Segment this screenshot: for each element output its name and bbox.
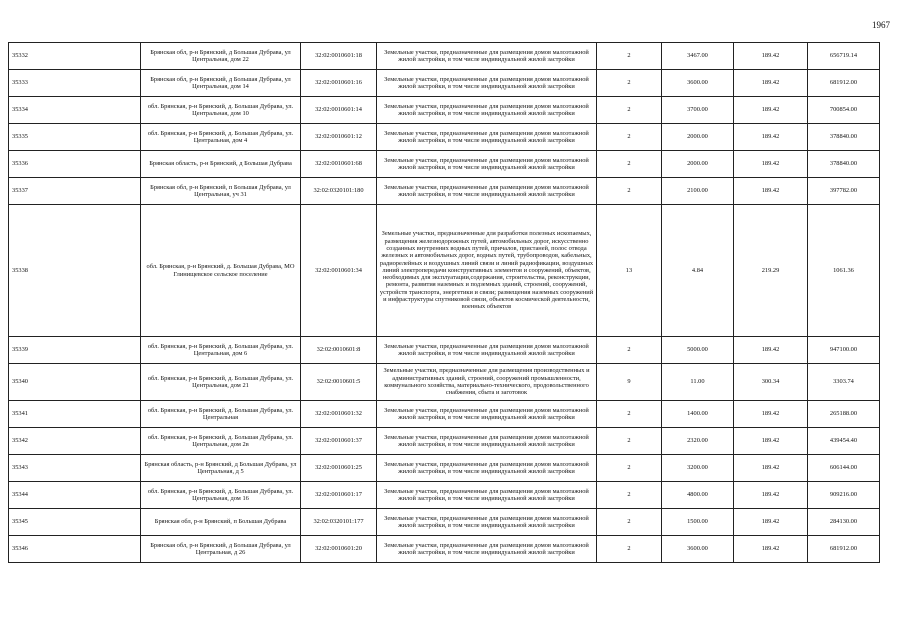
cadastral-value-cell: 606144.00 <box>808 455 880 482</box>
group-cell: 2 <box>597 151 662 178</box>
address-cell: Брянская обл, р-н Брянский, д Большая Дубрава, ул Центральная, дом 14 <box>141 70 301 97</box>
cadastral-value-cell: 265188.00 <box>808 401 880 428</box>
cadastral-number-cell: 32:02:0010601:14 <box>301 97 377 124</box>
land-purpose-cell: Земельные участки, предназначенные для размещения производственных и административных зданий, строений, сооружений промышленности, коммунального хозяйства, материально-технического, продовольственного снабжения, сбыта и заготовок <box>377 364 597 401</box>
group-cell: 2 <box>597 97 662 124</box>
area-cell: 1500.00 <box>662 509 734 536</box>
group-cell: 2 <box>597 536 662 563</box>
cadastral-number-cell: 32:02:0010601:16 <box>301 70 377 97</box>
cadastral-number-cell: 32:02:0010601:32 <box>301 401 377 428</box>
area-cell: 2100.00 <box>662 178 734 205</box>
record-number-cell: 35341 <box>9 401 141 428</box>
land-purpose-cell: Земельные участки, предназначенные для размещения домов малоэтажной жилой застройки, в том числе индивидуальной жилой застройки <box>377 482 597 509</box>
land-purpose-cell: Земельные участки, предназначенные для размещения домов малоэтажной жилой застройки, в том числе индивидуальной жилой застройки <box>377 401 597 428</box>
cadastral-value-cell: 378840.00 <box>808 151 880 178</box>
address-cell: обл. Брянская, р-н Брянский, д. Большая Дубрава, ул. Центральная, дом 16 <box>141 482 301 509</box>
specific-value-cell: 189.42 <box>734 428 808 455</box>
group-cell: 2 <box>597 178 662 205</box>
group-cell: 2 <box>597 337 662 364</box>
land-purpose-cell: Земельные участки, предназначенные для размещения домов малоэтажной жилой застройки, в том числе индивидуальной жилой застройки <box>377 124 597 151</box>
area-cell: 2000.00 <box>662 151 734 178</box>
land-purpose-cell: Земельные участки, предназначенные для размещения домов малоэтажной жилой застройки, в том числе индивидуальной жилой застройки <box>377 337 597 364</box>
table-row <box>9 536 880 563</box>
cadastral-value-cell: 656719.14 <box>808 43 880 70</box>
group-cell: 2 <box>597 509 662 536</box>
table-row <box>9 364 880 401</box>
cadastral-value-cell: 681912.00 <box>808 536 880 563</box>
cadastral-value-cell: 681912.00 <box>808 70 880 97</box>
group-cell: 2 <box>597 428 662 455</box>
address-cell: Брянская область, р-н Брянский, д Большая Дубрава, ул Центральная, д 5 <box>141 455 301 482</box>
table-row <box>9 124 880 151</box>
cadastral-value-cell: 947100.00 <box>808 337 880 364</box>
area-cell: 4.84 <box>662 205 734 337</box>
group-cell: 9 <box>597 364 662 401</box>
address-cell: обл. Брянская, р-н Брянский, д. Большая Дубрава, ул. Центральная, дом 21 <box>141 364 301 401</box>
group-cell: 2 <box>597 43 662 70</box>
area-cell: 1400.00 <box>662 401 734 428</box>
record-number-cell: 35339 <box>9 337 141 364</box>
specific-value-cell: 300.34 <box>734 364 808 401</box>
address-cell: обл. Брянская, р-н Брянский, д. Большая Дубрава, ул. Центральная, дом 4 <box>141 124 301 151</box>
record-number-cell: 35342 <box>9 428 141 455</box>
cadastral-number-cell: 32:02:0010601:37 <box>301 428 377 455</box>
land-purpose-cell: Земельные участки, предназначенные для размещения домов малоэтажной жилой застройки, в том числе индивидуальной жилой застройки <box>377 97 597 124</box>
record-number-cell: 35336 <box>9 151 141 178</box>
table-row <box>9 482 880 509</box>
area-cell: 3467.00 <box>662 43 734 70</box>
area-cell: 3600.00 <box>662 536 734 563</box>
table-row <box>9 428 880 455</box>
area-cell: 4800.00 <box>662 482 734 509</box>
cadastral-number-cell: 32:02:0320101:177 <box>301 509 377 536</box>
cadastral-number-cell: 32:02:0320101:180 <box>301 178 377 205</box>
address-cell: обл. Брянская, р-н Брянский, д. Большая Дубрава, ул. Центральная, дом 6 <box>141 337 301 364</box>
address-cell: Брянская обл, р-н Брянский, п Большая Дубрава <box>141 509 301 536</box>
address-cell: Брянская обл, р-н Брянский, д Большая Дубрава, ул Центральная, дом 22 <box>141 43 301 70</box>
cadastral-number-cell: 32:02:0010601:68 <box>301 151 377 178</box>
table-row <box>9 509 880 536</box>
land-purpose-cell: Земельные участки, предназначенные для размещения домов малоэтажной жилой застройки, в том числе индивидуальной жилой застройки <box>377 536 597 563</box>
land-purpose-cell: Земельные участки, предназначенные для размещения домов малоэтажной жилой застройки, в том числе индивидуальной жилой застройки <box>377 43 597 70</box>
cadastral-value-cell: 3303.74 <box>808 364 880 401</box>
cadastral-value-cell: 909216.00 <box>808 482 880 509</box>
cadastral-number-cell: 32:02:0010601:8 <box>301 337 377 364</box>
table-row <box>9 97 880 124</box>
land-purpose-cell: Земельные участки, предназначенные для размещения домов малоэтажной жилой застройки, в том числе индивидуальной жилой застройки <box>377 428 597 455</box>
address-cell: обл. Брянская, р-н Брянский, д. Большая Дубрава, ул. Центральная, дом 10 <box>141 97 301 124</box>
page-number: 1967 <box>872 20 890 30</box>
address-cell: обл. Брянская, р-н Брянский, д. Большая Дубрава, ул. Центральная <box>141 401 301 428</box>
specific-value-cell: 189.42 <box>734 70 808 97</box>
address-cell: Брянская область, р-н Брянский, д Большая Дубрава <box>141 151 301 178</box>
group-cell: 2 <box>597 401 662 428</box>
land-purpose-cell: Земельные участки, предназначенные для размещения домов малоэтажной жилой застройки, в том числе индивидуальной жилой застройки <box>377 178 597 205</box>
specific-value-cell: 189.42 <box>734 482 808 509</box>
record-number-cell: 35343 <box>9 455 141 482</box>
group-cell: 13 <box>597 205 662 337</box>
table-row <box>9 337 880 364</box>
record-number-cell: 35344 <box>9 482 141 509</box>
address-cell: Брянская обл, р-н Брянский, п Большая Дубрава, ул Центральная, уч 31 <box>141 178 301 205</box>
table-row <box>9 455 880 482</box>
cadastral-number-cell: 32:02:0010601:20 <box>301 536 377 563</box>
cadastral-number-cell: 32:02:0010601:5 <box>301 364 377 401</box>
area-cell: 2320.00 <box>662 428 734 455</box>
cadastral-number-cell: 32:02:0010601:25 <box>301 455 377 482</box>
record-number-cell: 35338 <box>9 205 141 337</box>
record-number-cell: 35335 <box>9 124 141 151</box>
area-cell: 5000.00 <box>662 337 734 364</box>
cadastral-number-cell: 32:02:0010601:18 <box>301 43 377 70</box>
specific-value-cell: 189.42 <box>734 536 808 563</box>
land-registry-table <box>8 42 880 563</box>
table-row <box>9 178 880 205</box>
cadastral-number-cell: 32:02:0010601:17 <box>301 482 377 509</box>
specific-value-cell: 189.42 <box>734 455 808 482</box>
record-number-cell: 35345 <box>9 509 141 536</box>
specific-value-cell: 189.42 <box>734 151 808 178</box>
group-cell: 2 <box>597 124 662 151</box>
group-cell: 2 <box>597 455 662 482</box>
address-cell: обл. Брянская, р-н Брянский, д. Большая Дубрава, ул. Центральная, дом 2в <box>141 428 301 455</box>
record-number-cell: 35333 <box>9 70 141 97</box>
specific-value-cell: 189.42 <box>734 178 808 205</box>
record-number-cell: 35332 <box>9 43 141 70</box>
record-number-cell: 35340 <box>9 364 141 401</box>
record-number-cell: 35334 <box>9 97 141 124</box>
cadastral-value-cell: 439454.40 <box>808 428 880 455</box>
area-cell: 11.00 <box>662 364 734 401</box>
cadastral-value-cell: 700854.00 <box>808 97 880 124</box>
specific-value-cell: 219.29 <box>734 205 808 337</box>
land-purpose-cell: Земельные участки, предназначенные для размещения домов малоэтажной жилой застройки, в том числе индивидуальной жилой застройки <box>377 70 597 97</box>
specific-value-cell: 189.42 <box>734 97 808 124</box>
specific-value-cell: 189.42 <box>734 43 808 70</box>
area-cell: 3200.00 <box>662 455 734 482</box>
land-purpose-cell: Земельные участки, предназначенные для размещения домов малоэтажной жилой застройки, в том числе индивидуальной жилой застройки <box>377 509 597 536</box>
address-cell: Брянская обл, р-н Брянский, д Большая Дубрава, ул Центральная, д 26 <box>141 536 301 563</box>
table-row <box>9 151 880 178</box>
group-cell: 2 <box>597 482 662 509</box>
table-row <box>9 401 880 428</box>
group-cell: 2 <box>597 70 662 97</box>
cadastral-value-cell: 397782.00 <box>808 178 880 205</box>
area-cell: 3600.00 <box>662 70 734 97</box>
table-body <box>9 43 880 563</box>
address-cell: обл. Брянская, р-н Брянский, д. Большая Дубрава, МО Глинищевское сельское поселение <box>141 205 301 337</box>
cadastral-number-cell: 32:02:0010601:34 <box>301 205 377 337</box>
specific-value-cell: 189.42 <box>734 509 808 536</box>
specific-value-cell: 189.42 <box>734 337 808 364</box>
land-purpose-cell: Земельные участки, предназначенные для размещения домов малоэтажной жилой застройки, в том числе индивидуальной жилой застройки <box>377 455 597 482</box>
area-cell: 2000.00 <box>662 124 734 151</box>
land-purpose-cell: Земельные участки, предназначенные для размещения домов малоэтажной жилой застройки, в том числе индивидуальной жилой застройки <box>377 151 597 178</box>
specific-value-cell: 189.42 <box>734 124 808 151</box>
record-number-cell: 35337 <box>9 178 141 205</box>
table-row <box>9 205 880 337</box>
specific-value-cell: 189.42 <box>734 401 808 428</box>
table-row <box>9 43 880 70</box>
cadastral-value-cell: 284130.00 <box>808 509 880 536</box>
cadastral-value-cell: 1061.36 <box>808 205 880 337</box>
land-purpose-cell: Земельные участки, предназначенные для разработки полезных ископаемых, размещения железнодорожных путей, автомобильных дорог, искусственно созданных внутренних водных путей, причалов, пристаней, полос отвода железных и автомобильных дорог, водных путей, трубопроводов, кабельных, радиорелейных и воздушных линий связи и линий радиофикации, воздушных линий электропередачи конструктивных элементов и сооружений, объектов, необходимых для эксплуатации,содержания, строительства, реконструкции, ремонта, развития наземных и подземных зданий, строений, сооружений, устройств транспорта, энергетики и связи; размещения наземных сооружений и инфраструктуры спутниковой связи, объектов космической деятельности, военных объектов <box>377 205 597 337</box>
table-row <box>9 70 880 97</box>
area-cell: 3700.00 <box>662 97 734 124</box>
cadastral-number-cell: 32:02:0010601:12 <box>301 124 377 151</box>
record-number-cell: 35346 <box>9 536 141 563</box>
cadastral-value-cell: 378840.00 <box>808 124 880 151</box>
